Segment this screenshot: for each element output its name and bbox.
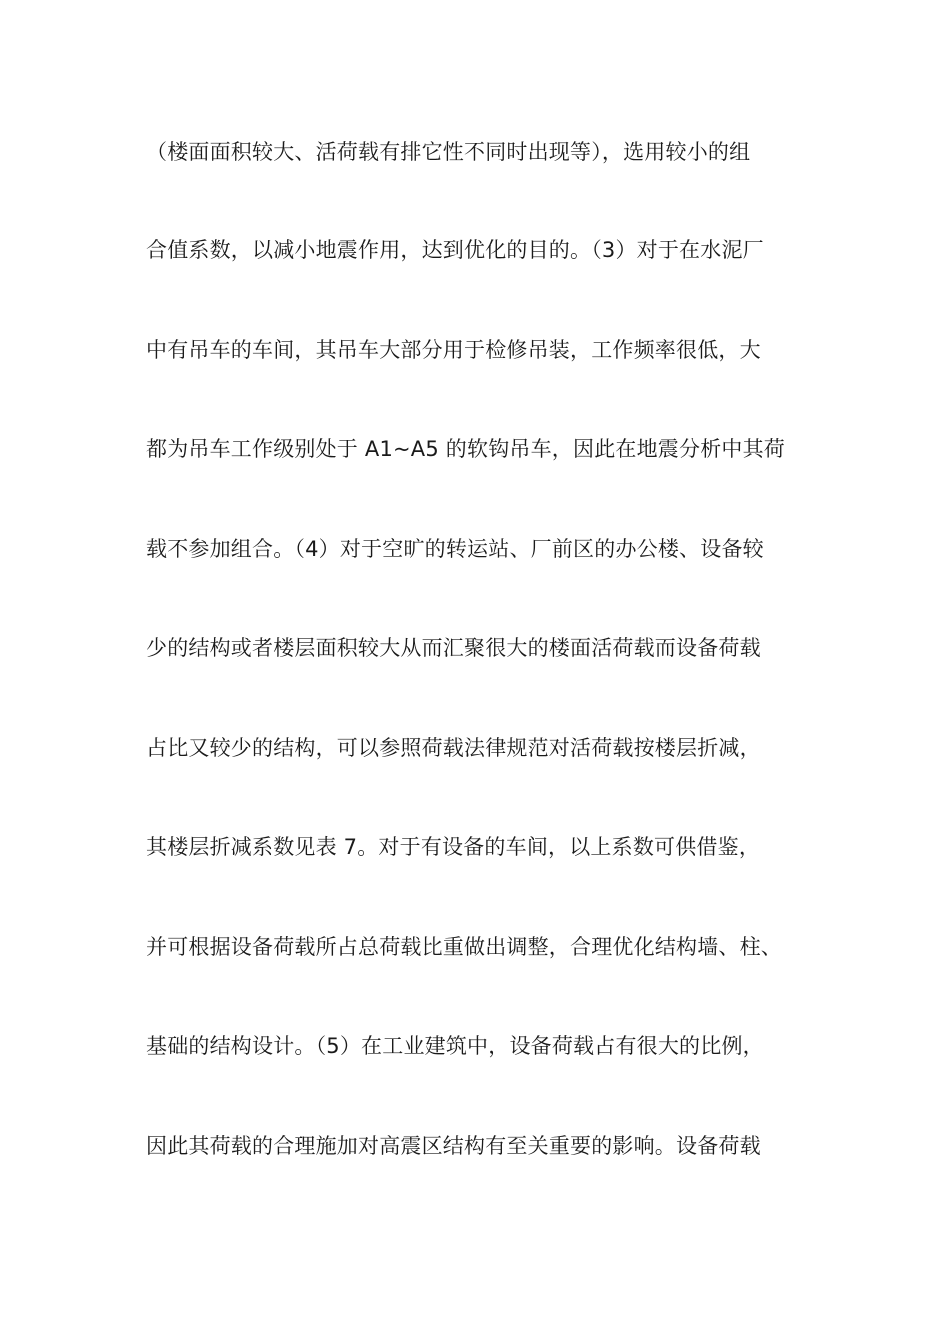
paragraph-line-5: 载不参加组合。（4）对于空旷的转运站、厂前区的办公楼、设备较 [146,537,764,561]
paragraph-line-10: 基础的结构设计。（5）在工业建筑中，设备荷载占有很大的比例， [146,1034,764,1058]
paragraph-line-9: 并可根据设备荷载所占总荷载比重做出调整，合理优化结构墙、柱、 [146,935,782,959]
paragraph-line-1: （楼面面积较大、活荷载有排它性不同时出现等），选用较小的组 [146,140,751,164]
paragraph-line-8: 其楼层折减系数见表 7。对于有设备的车间，以上系数可供借鉴， [146,835,761,859]
paragraph-line-2: 合值系数，以减小地震作用，达到优化的目的。（3）对于在水泥厂 [146,238,764,262]
paragraph-line-4: 都为吊车工作级别处于 A1~A5 的软钩吊车，因此在地震分析中其荷 [146,437,785,461]
paragraph-line-3: 中有吊车的车间，其吊车大部分用于检修吊装，工作频率很低，大 [146,338,761,362]
paragraph-line-7: 占比又较少的结构，可以参照荷载法律规范对活荷载按楼层折减， [146,736,761,760]
paragraph-line-6: 少的结构或者楼层面积较大从而汇聚很大的楼面活荷载而设备荷载 [146,636,761,660]
paragraph-line-11: 因此其荷载的合理施加对高震区结构有至关重要的影响。设备荷载 [146,1134,761,1158]
